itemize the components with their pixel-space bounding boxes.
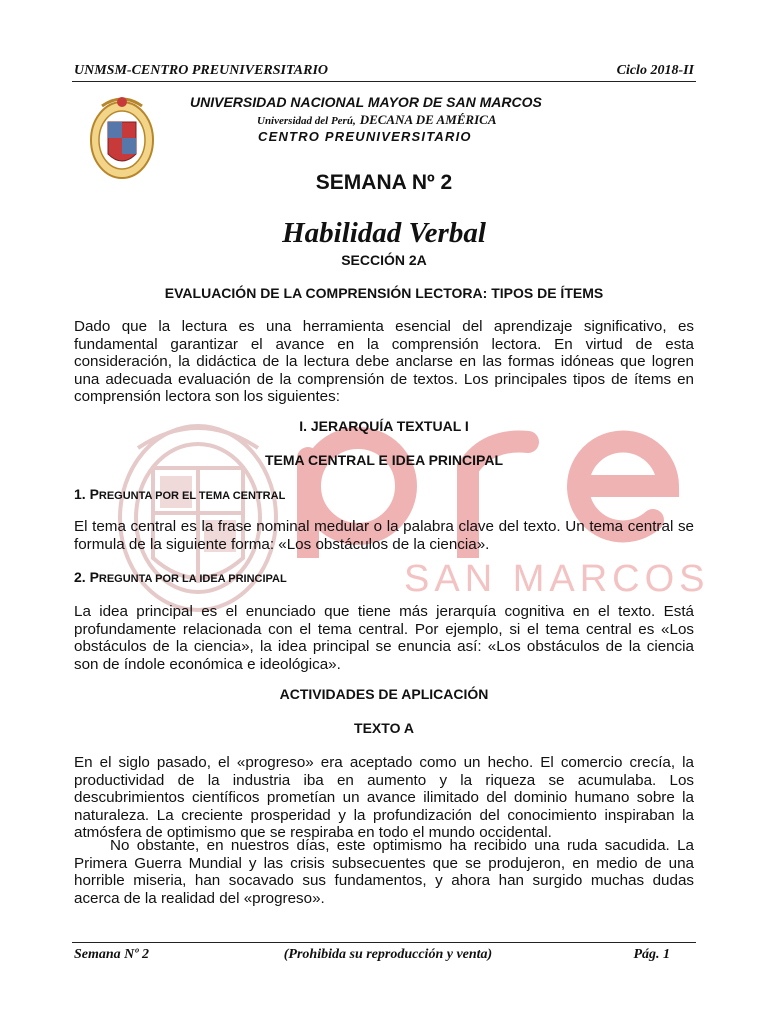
header-right: Ciclo 2018-II bbox=[616, 63, 694, 78]
intro-paragraph: Dado que la lectura es una herramienta esencial del aprendizaje significativo, es fundamental garantizar el avance en la comprensión lectora. En virtud de esta consideración, la didáctica de la lectura debe anclarse en las formas idóneas que logren una adecuada evaluación de la comprensión de textos. Los principales tipos de ítems en comprensión lectora son los siguientes: bbox=[74, 318, 694, 406]
section-title: SECCIÓN 2A bbox=[341, 252, 427, 268]
question1-num: 1. P bbox=[74, 486, 99, 502]
text-a-paragraph-2: No obstante, en nuestros días, este optimismo ha recibido una ruda sacudida. La Primera Guerra Mundial y las crisis subsecuentes que se produjeron, en medio de una horrible miseria, han socavado sus fundamentos, y ahora han surgido muchas dudas acerca de la realidad del «progreso». bbox=[74, 837, 694, 907]
header-rule bbox=[72, 81, 696, 82]
topic-title: EVALUACIÓN DE LA COMPRENSIÓN LECTORA: TIPOS DE ÍTEMS bbox=[164, 285, 604, 301]
text-a-paragraph-1: En el siglo pasado, el «progreso» era aceptado como un hecho. El comercio crecía, la productividad de la industria iba en aumento y la riqueza se acumulaba. Los descubrimientos científicos prometían un avance ilimitado del dominio humano sobre la naturaleza. La creciente prosperidad y la profundización del conocimiento inspiraban la atmósfera de optimismo que se respiraba en todo el mundo occidental. bbox=[74, 754, 694, 842]
institution-subtitle bbox=[257, 111, 497, 129]
header-left: UNMSM-CENTRO PREUNIVERSITARIO bbox=[74, 63, 329, 78]
question2-label: REGUNTA POR LA IDEA PRINCIPAL bbox=[98, 573, 287, 585]
part1-title: I. JERARQUÍA TEXTUAL I bbox=[299, 418, 469, 434]
activities-title: ACTIVIDADES DE APLICACIÓN bbox=[279, 686, 489, 702]
footer-center: (Prohibida su reproducción y venta) bbox=[283, 947, 493, 962]
question2-num: 2. P bbox=[74, 569, 99, 585]
university-seal bbox=[88, 92, 156, 182]
center-name: CENTRO PREUNIVERSITARIO bbox=[258, 129, 472, 144]
institution-name: UNIVERSIDAD NACIONAL MAYOR DE SAN MARCOS bbox=[190, 94, 542, 110]
institution-subtitle-big: DECANA DE AMÉRICA bbox=[359, 112, 497, 127]
question1-label: REGUNTA POR EL TEMA CENTRAL bbox=[98, 490, 286, 502]
institution-subtitle-small: Universidad del Perú, bbox=[257, 115, 356, 127]
text-a-title: TEXTO A bbox=[354, 720, 414, 736]
footer-rule bbox=[72, 942, 696, 943]
part1-subtitle: TEMA CENTRAL E IDEA PRINCIPAL bbox=[264, 452, 503, 468]
footer-left: Semana Nº 2 bbox=[74, 947, 149, 962]
question2-body: La idea principal es el enunciado que tiene más jerarquía cognitiva en el texto. Está profundamente relacionada con el tema central. Por ejemplo, si el tema central es «Los obstáculos de la ciencia», la idea principal se enuncia así: «Los obstáculos de la ciencia son de índole económica e ideológica». bbox=[74, 603, 694, 673]
question1-body: El tema central es la frase nominal medular o la palabra clave del texto. Un tema central se formula de la siguiente forma: «Los obstáculos de la ciencia». bbox=[74, 518, 694, 553]
university-seal-watermark bbox=[98, 408, 298, 618]
question1-heading bbox=[74, 486, 285, 502]
san-marcos-watermark: SAN MARCOS bbox=[404, 558, 710, 600]
question2-heading bbox=[74, 569, 287, 585]
subject-title: Habilidad Verbal bbox=[282, 217, 486, 249]
week-title: SEMANA Nº 2 bbox=[315, 171, 453, 194]
footer-right: Pág. 1 bbox=[633, 947, 670, 962]
